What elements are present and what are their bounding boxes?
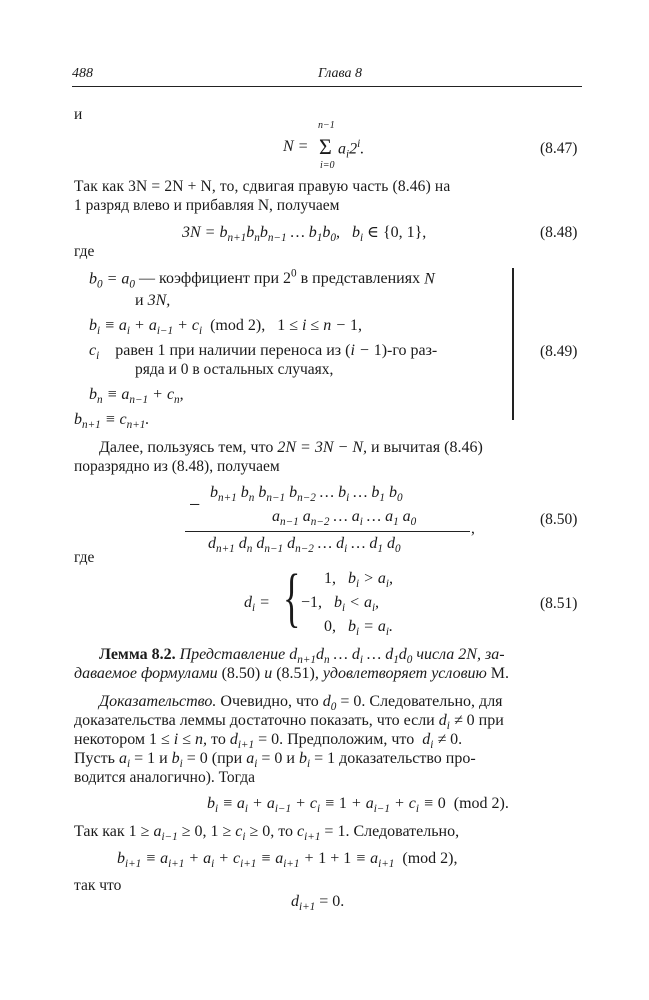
- conjunction-and: и: [74, 106, 83, 123]
- system-line-4: $b_n \equiv a_{n-1} + c_n$,: [89, 386, 184, 407]
- proof-line-3: некотором 1 ≤ i ≤ n, то $d_{i+1} = 0$. Предположим, что $d_i \ne 0$.: [74, 731, 463, 752]
- equation-number-8-49: (8.49): [540, 343, 578, 360]
- system-line-1: $b_0 = a_0$ — коэффициент при $2^0$ в представлениях N: [89, 268, 435, 291]
- equation-8-48: $3N = b_{n+1}b_nb_{n-1}$ … $b_1b_0$, $b_i$ ∈ {0, 1},: [182, 224, 427, 245]
- equation-final: $d_{i+1} = 0$.: [291, 893, 345, 914]
- proof-line-2: доказательства леммы достаточно показать, что если $d_i \ne 0$ при: [74, 712, 504, 733]
- system-line-3-cont: ряда и 0 в остальных случаях,: [135, 361, 334, 378]
- equation-mod-1: $b_i \equiv a_i + a_{i-1} + c_i \equiv 1 + a_{i-1} + c_i \equiv 0$ (mod 2).: [207, 795, 509, 816]
- sum-upper-limit: n−1: [318, 120, 335, 131]
- lemma-line-1: Лемма 8.2. Представление $d_{n+1}d_n$ … $d_i$ … $d_1d_0$ числа 2N, за-: [99, 646, 505, 667]
- equation-8-47-lhs: N =: [283, 138, 309, 155]
- where-label-1: где: [74, 243, 95, 260]
- proof-line-5: водится аналогично). Тогда: [74, 769, 256, 786]
- paragraph-2-line-2: поразрядно из (8.48), получаем: [74, 458, 280, 475]
- page-number: 488: [72, 66, 93, 81]
- system-line-2: $b_i \equiv a_i + a_{i-1} + c_i$ (mod 2), 1 ≤ i ≤ n − 1,: [89, 317, 363, 338]
- paragraph-1-line-2: 1 разряд влево и прибавляя N, получаем: [74, 197, 340, 214]
- subtraction-rule: [185, 531, 470, 532]
- case-2: −1, $b_i < a_i$,: [301, 594, 380, 615]
- minus-sign-icon: −: [189, 494, 201, 516]
- equation-number-8-51: (8.51): [540, 595, 578, 612]
- paragraph-3: Так как $1 \ge a_{i-1} \ge 0$, $1 \ge c_i \ge 0$, то $c_{i+1} = 1$. Следовательно,: [74, 823, 460, 844]
- subtraction-comma: ,: [471, 520, 475, 537]
- system-line-5: $b_{n+1} \equiv c_{n+1}$.: [74, 411, 150, 432]
- proof-line-1: Доказательство. Очевидно, что $d_0 = 0$. Следовательно, для: [99, 693, 503, 714]
- sum-lower-limit: i=0: [320, 160, 335, 171]
- system-line-3: $c_i$ равен 1 при наличии переноса из (i − 1)-го раз-: [89, 342, 438, 363]
- subtraction-minuend: $b_{n+1}$ $b_n$ $b_{n-1}$ $b_{n-2}$ … $b_i$ … $b_1$ $b_0$: [210, 484, 403, 505]
- subtraction-subtrahend: $a_{n-1}$ $a_{n-2}$ … $a_i$ … $a_1$ $a_0$: [272, 508, 417, 529]
- case-1: 1, $b_i > a_i$,: [316, 570, 394, 591]
- lemma-line-2: даваемое формулами (8.50) и (8.51), удовлетворяет условию M.: [74, 665, 510, 682]
- system-line-1-cont: и 3N,: [135, 292, 171, 309]
- left-brace-icon: {: [283, 561, 301, 634]
- paragraph-2-line-1: Далее, пользуясь тем, что 2N = 3N − N, и вычитая (8.46): [99, 439, 483, 456]
- so-that-label: так что: [74, 877, 122, 894]
- subtraction-difference: $d_{n+1}$ $d_n$ $d_{n-1}$ $d_{n-2}$ … $d_i$ … $d_1$ $d_0$: [208, 535, 401, 556]
- paragraph-1-line-1: Так как 3N = 2N + N, то, сдвигая правую часть (8.46) на: [74, 178, 451, 195]
- header-rule: [72, 86, 582, 87]
- equation-number-8-48: (8.48): [540, 224, 578, 241]
- cases-lhs: $d_i$ =: [244, 594, 270, 615]
- proof-line-4: Пусть $a_i = 1$ и $b_i = 0$ (при $a_i = 0$ и $b_i = 1$ доказательство про-: [74, 750, 476, 771]
- case-3: 0, $b_i = a_i$.: [316, 618, 394, 639]
- where-label-2: где: [74, 549, 95, 566]
- sum-sign-icon: Σ: [319, 134, 332, 159]
- equation-number-8-47: (8.47): [540, 140, 578, 157]
- chapter-title: Глава 8: [318, 66, 362, 81]
- equation-mod-2: $b_{i+1} \equiv a_{i+1} + a_i + c_{i+1} \equiv a_{i+1} + 1 + 1 \equiv a_{i+1}$ (mod 2),: [117, 850, 458, 871]
- equation-number-8-50: (8.50): [540, 511, 578, 528]
- equation-8-47-rhs: $a_i2^i$.: [338, 138, 365, 161]
- right-brace-icon: [512, 268, 514, 420]
